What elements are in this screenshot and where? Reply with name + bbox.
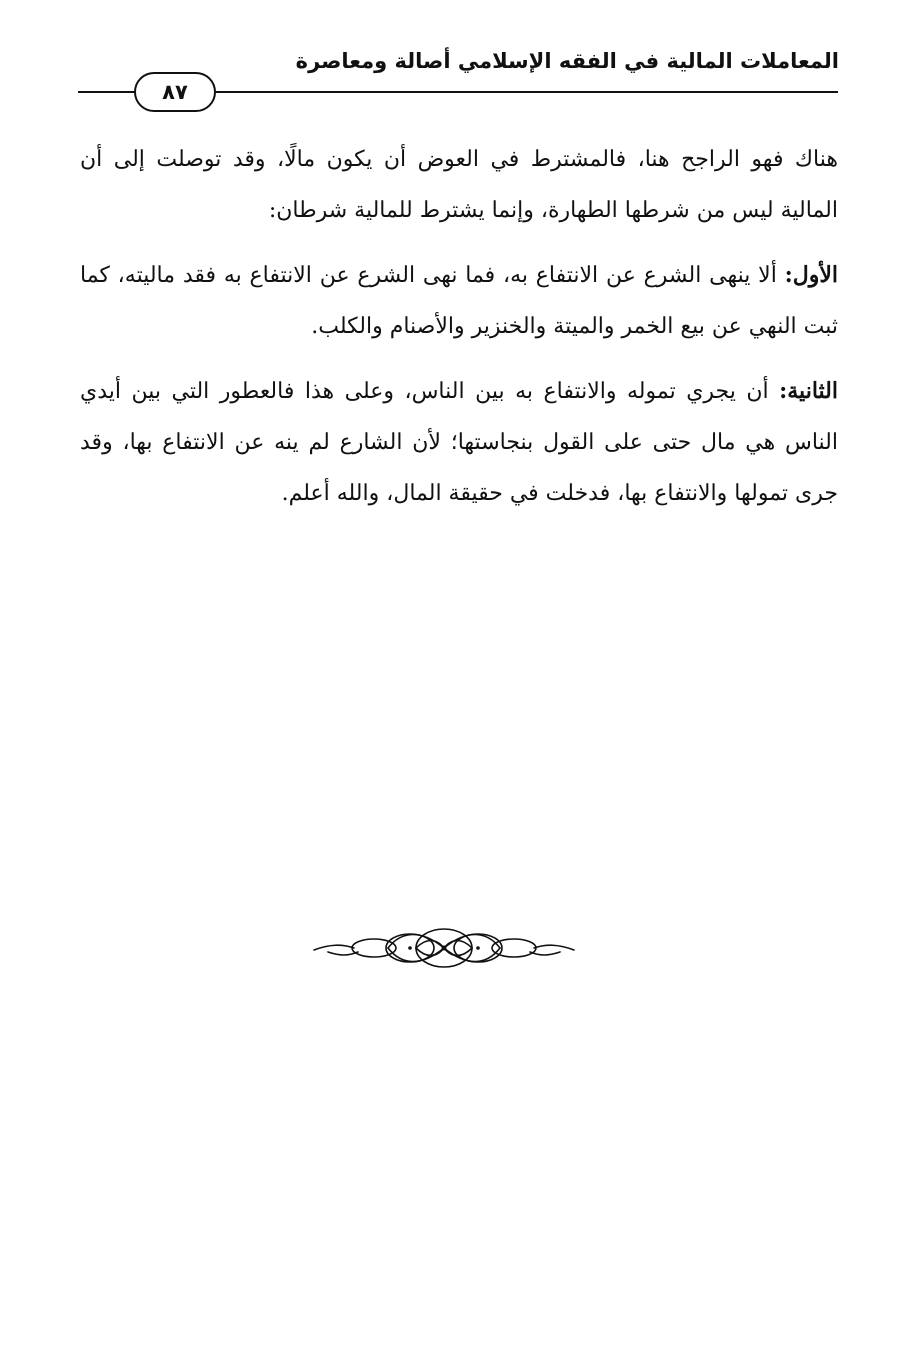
body-text <box>80 134 838 533</box>
paragraph-intro: هناك فهو الراجح هنا، فالمشترط في العوض أن يكون مالًا، وقد توصلت إلى أن المالية ليس من شرطها الطهارة، وإنما يشترط للمالية شرطان: <box>80 147 838 223</box>
condition-second-term: الثانية: <box>779 378 838 404</box>
condition-first-term: الأول: <box>784 262 838 288</box>
page-number: ٨٧ <box>134 72 216 112</box>
paragraph-condition-first <box>80 250 838 352</box>
condition-second-text: أن يجري تموله والانتفاع به بين الناس، وعلى هذا فالعطور التي بين أيدي الناس هي مال حتى على القول بنجاستها؛ لأن الشارع لم ينه عن الانتفاع بها، وقد جرى تمولها والانتفاع بها، فدخلت في حقيقة المال، والله أعلم. <box>80 379 838 506</box>
condition-first-text: ألا ينهى الشرع عن الانتفاع به، فما نهى الشرع عن الانتفاع به فقد ماليته، كما ثبت النهي عن بيع الخمر والميتة والخنزير والأصنام والكلب. <box>80 263 838 339</box>
paragraph-condition-second <box>80 366 838 519</box>
section-end-ornament-icon <box>310 922 578 974</box>
running-title: المعاملات المالية في الفقه الإسلامي أصالة ومعاصرة <box>295 49 839 73</box>
